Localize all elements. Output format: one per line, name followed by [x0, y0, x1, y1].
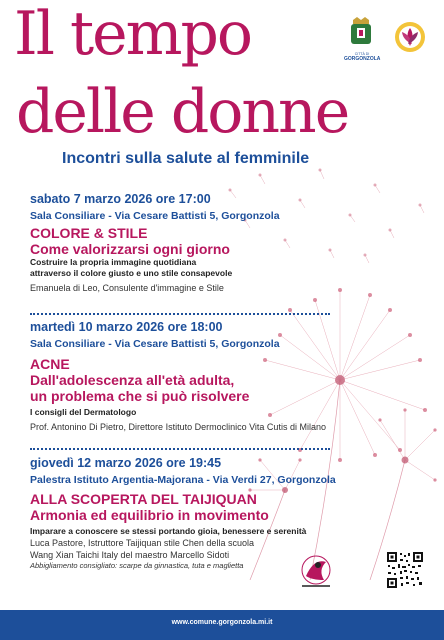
- event-date: martedì 10 marzo 2026 ore 18:00: [30, 320, 223, 334]
- event-speaker: Luca Pastore, Istruttore Taijiquan stile Chen della scuola: [30, 538, 254, 548]
- event-subtitle: Dall'adolescenza all'età adulta,: [30, 372, 235, 388]
- title-line-2: delle donne: [16, 77, 349, 147]
- title-line-1: Il tempo: [14, 0, 252, 69]
- footer-url[interactable]: www.comune.gorgonzola.mi.it: [171, 619, 273, 626]
- comune-name: GORGONZOLA: [344, 56, 381, 62]
- event-date: sabato 7 marzo 2026 ore 17:00: [30, 192, 211, 206]
- event-title: COLORE & STILE: [30, 225, 148, 241]
- logos: [344, 16, 436, 68]
- flower-logo-icon: [390, 20, 430, 54]
- event-2: [30, 320, 404, 433]
- event-3: [30, 456, 404, 570]
- divider: [30, 313, 330, 315]
- event-description: Imparare a conoscere se stessi portando gioia, benessere e serenità: [30, 526, 307, 536]
- event-date: giovedì 12 marzo 2026 ore 19:45: [30, 456, 222, 470]
- event-subtitle: Come valorizzarsi ogni giorno: [30, 241, 230, 257]
- event-subtitle: un problema che si può risolvere: [30, 388, 250, 404]
- comune-small-label: CITTÀ DI: [354, 52, 370, 56]
- footer: [0, 610, 444, 640]
- comune-crest-icon: [348, 16, 374, 50]
- subtitle: Incontri sulla salute al femminile: [62, 150, 310, 167]
- event-description: I consigli del Dermatologo: [30, 407, 137, 417]
- event-place: Sala Consiliare - Via Cesare Battisti 5, Gorgonzola: [30, 210, 280, 222]
- event-description: attraverso il colore giusto e uno stile consapevole: [30, 268, 233, 278]
- event-title: ALLA SCOPERTA DEL TAIJIQUAN: [30, 491, 257, 507]
- event-note: Abbigliamento consigliato: scarpe da ginnastica, tuta e maglietta: [30, 561, 244, 570]
- divider: [30, 448, 330, 450]
- event-subtitle: Armonia ed equilibrio in movimento: [30, 507, 269, 523]
- event-speaker: Prof. Antonino Di Pietro, Direttore Istituto Dermoclinico Vita Cutis di Milano: [30, 422, 326, 432]
- event-title: ACNE: [30, 356, 70, 372]
- event-speaker: Emanuela di Leo, Consulente d'immagine e Stile: [30, 283, 224, 293]
- event-place: Sala Consiliare - Via Cesare Battisti 5, Gorgonzola: [30, 338, 280, 350]
- event-description: Costruire la propria immagine quotidiana: [30, 257, 197, 267]
- event-place: Palestra Istituto Argentia-Majorana - Via Verdi 27, Gorgonzola: [30, 474, 336, 486]
- taiji-sign-icon: [296, 550, 336, 592]
- event-speaker: Wang Xian Taichi Italy del maestro Marcello Sidoti: [30, 550, 230, 560]
- qr-code-icon: [386, 551, 424, 589]
- event-1: [30, 192, 404, 294]
